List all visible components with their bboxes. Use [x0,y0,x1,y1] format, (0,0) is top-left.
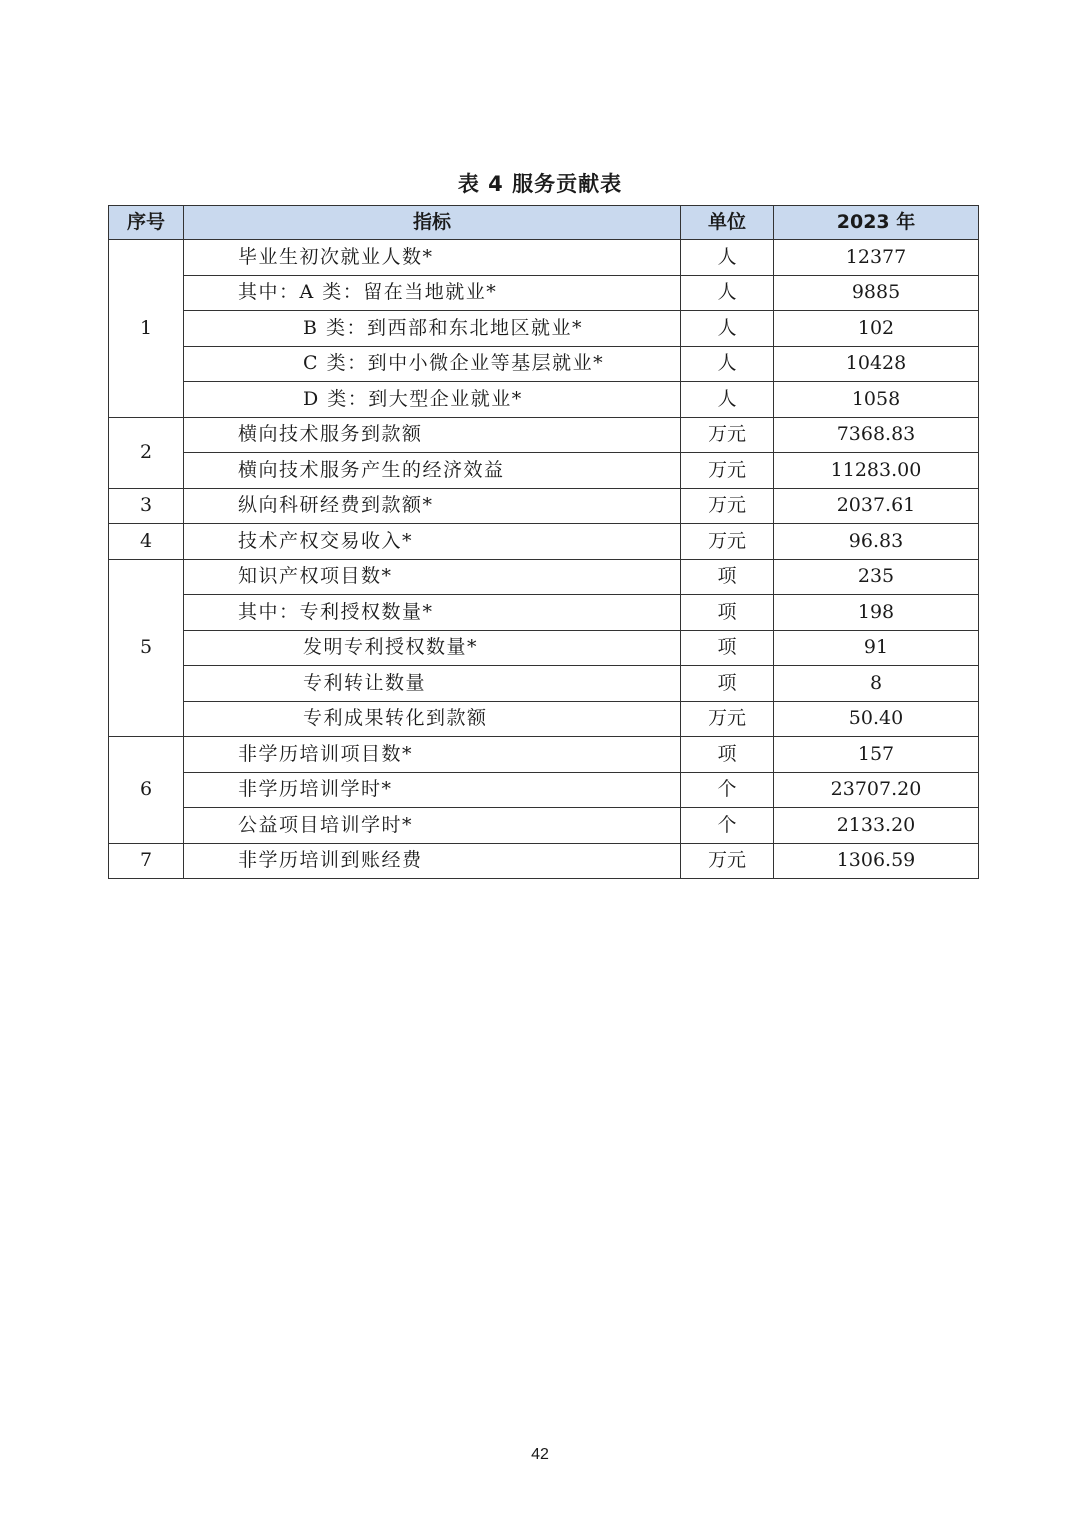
value-cell: 157 [774,737,979,773]
seq-cell: 4 [109,524,184,560]
value-cell: 7368.83 [774,417,979,453]
indicator-cell: 其中：专利授权数量* [184,595,681,631]
table-row [109,595,979,631]
value-cell: 50.40 [774,701,979,737]
table-row [109,843,979,879]
unit-cell: 万元 [681,417,774,453]
unit-cell: 万元 [681,701,774,737]
table-row [109,524,979,560]
table-row [109,666,979,702]
table-row [109,737,979,773]
table-row [109,346,979,382]
header-seq: 序号 [109,206,184,240]
unit-cell: 项 [681,595,774,631]
value-cell: 12377 [774,240,979,276]
table-row [109,240,979,276]
indicator-cell: 知识产权项目数* [184,559,681,595]
indicator-cell: 其中：A 类：留在当地就业* [184,275,681,311]
value-cell: 8 [774,666,979,702]
table-row [109,559,979,595]
value-cell: 11283.00 [774,453,979,489]
value-cell: 9885 [774,275,979,311]
table-row [109,417,979,453]
value-cell: 96.83 [774,524,979,560]
value-cell: 23707.20 [774,772,979,808]
header-unit: 单位 [681,206,774,240]
unit-cell: 项 [681,559,774,595]
unit-cell: 个 [681,808,774,844]
value-cell: 10428 [774,346,979,382]
unit-cell: 项 [681,737,774,773]
unit-cell: 万元 [681,453,774,489]
table-row [109,808,979,844]
indicator-cell: 技术产权交易收入* [184,524,681,560]
unit-cell: 项 [681,666,774,702]
value-cell: 1306.59 [774,843,979,879]
value-cell: 102 [774,311,979,347]
unit-cell: 人 [681,382,774,418]
value-cell: 1058 [774,382,979,418]
seq-cell: 3 [109,488,184,524]
seq-cell: 7 [109,843,184,879]
table-header-row [109,206,979,240]
indicator-cell: D 类：到大型企业就业* [184,382,681,418]
unit-cell: 个 [681,772,774,808]
seq-cell: 2 [109,417,184,488]
table-row [109,382,979,418]
header-indicator: 指标 [184,206,681,240]
seq-cell: 6 [109,737,184,844]
unit-cell: 万元 [681,488,774,524]
indicator-cell: 发明专利授权数量* [184,630,681,666]
indicator-cell: 非学历培训项目数* [184,737,681,773]
unit-cell: 万元 [681,843,774,879]
seq-cell: 5 [109,559,184,737]
value-cell: 91 [774,630,979,666]
value-cell: 2133.20 [774,808,979,844]
seq-cell: 1 [109,240,184,418]
table-body [109,240,979,879]
indicator-cell: 毕业生初次就业人数* [184,240,681,276]
value-cell: 2037.61 [774,488,979,524]
value-cell: 198 [774,595,979,631]
unit-cell: 人 [681,275,774,311]
table-row [109,275,979,311]
table-row [109,701,979,737]
indicator-cell: B 类：到西部和东北地区就业* [184,311,681,347]
table-row [109,311,979,347]
table-row [109,453,979,489]
value-cell: 235 [774,559,979,595]
table-row [109,488,979,524]
table-row [109,630,979,666]
indicator-cell: 横向技术服务到款额 [184,417,681,453]
page-number: 42 [531,1446,549,1463]
indicator-cell: C 类：到中小微企业等基层就业* [184,346,681,382]
indicator-cell: 公益项目培训学时* [184,808,681,844]
unit-cell: 人 [681,240,774,276]
table-title: 表 4 服务贡献表 [457,172,623,196]
service-contribution-table [108,205,979,879]
indicator-cell: 专利成果转化到款额 [184,701,681,737]
indicator-cell: 横向技术服务产生的经济效益 [184,453,681,489]
indicator-cell: 非学历培训学时* [184,772,681,808]
indicator-cell: 专利转让数量 [184,666,681,702]
unit-cell: 人 [681,311,774,347]
unit-cell: 人 [681,346,774,382]
header-year: 2023 年 [774,206,979,240]
indicator-cell: 纵向科研经费到款额* [184,488,681,524]
indicator-cell: 非学历培训到账经费 [184,843,681,879]
unit-cell: 万元 [681,524,774,560]
unit-cell: 项 [681,630,774,666]
table-row [109,772,979,808]
